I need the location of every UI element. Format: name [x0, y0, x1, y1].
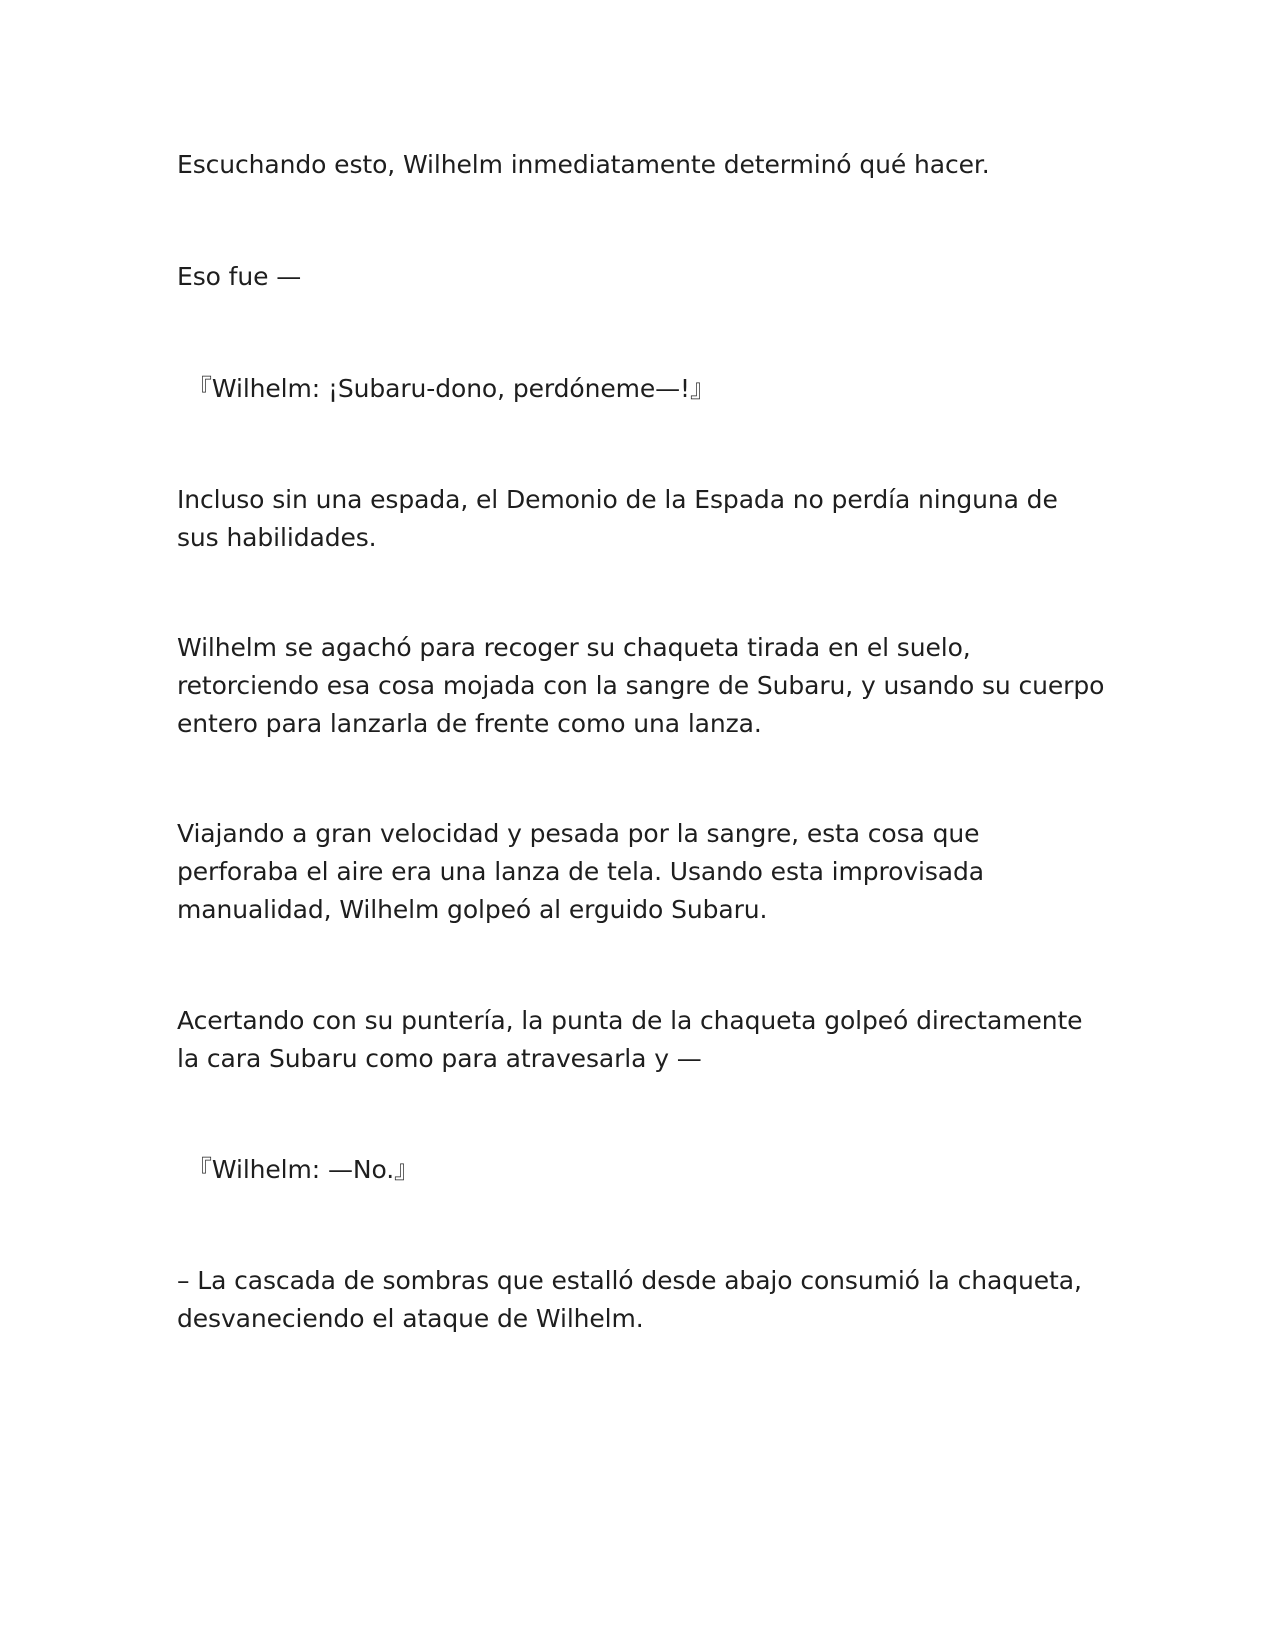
paragraph-4: Wilhelm se agachó para recoger su chaqueta tirada en el suelo, retorciendo esa cosa mojada con la sangre de Subaru, y usando su cuerpo entero para lanzarla de frente como una lanza. — [177, 633, 1105, 738]
paragraph-3: Incluso sin una espada, el Demonio de la Espada no perdía ninguna de sus habilidades. — [177, 485, 1058, 552]
paragraph-5: Viajando a gran velocidad y pesada por la sangre, esta cosa que perforaba el aire era una lanza de tela. Usando esta improvisada manualidad, Wilhelm golpeó al erguido Subaru. — [177, 819, 985, 924]
paragraph-7: – La cascada de sombras que estalló desde abajo consumió la chaqueta, desvaneciendo el ataque de Wilhelm. — [177, 1266, 1082, 1333]
dialogue-line-1: 『Wilhelm: ¡Subaru-dono, perdóneme—!』 — [187, 374, 715, 403]
paragraph-1: Escuchando esto, Wilhelm inmediatamente determinó qué hacer. — [177, 150, 990, 179]
paragraph-2: Eso fue — — [177, 262, 302, 291]
dialogue-line-2: 『Wilhelm: —No.』 — [187, 1155, 419, 1184]
paragraph-6: Acertando con su puntería, la punta de la chaqueta golpeó directamente la cara Subaru como para atravesarla y — — [177, 1006, 1083, 1073]
